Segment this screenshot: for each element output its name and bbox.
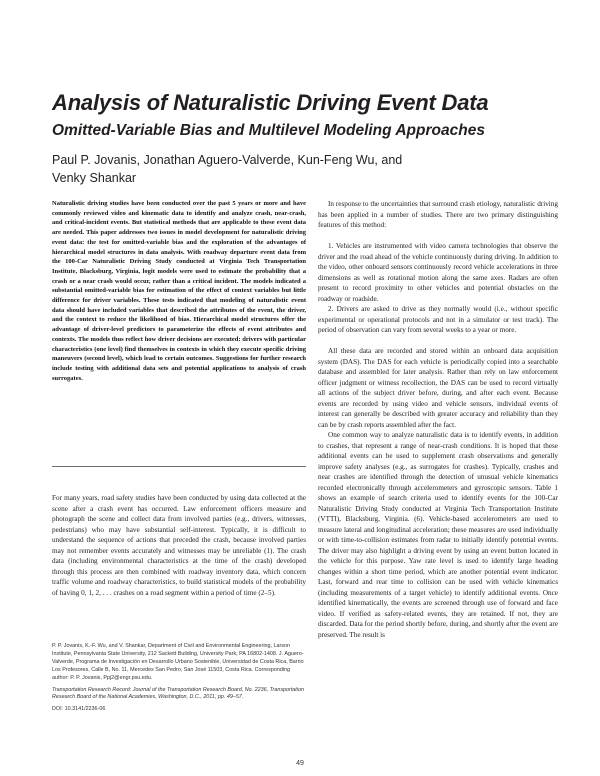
right-column-body [318, 199, 558, 640]
list-item-number: 2. [328, 305, 334, 313]
article-subtitle: Omitted-Variable Bias and Multilevel Modeling Approaches [52, 122, 485, 139]
footnotes [52, 643, 306, 718]
abstract: Naturalistic driving studies have been conducted over the past 5 years or more and have commonly reviewed video and kinematic data to identify and analyze crash, near-crash, and critical-incident events. But statistical methods that are applicable to these event data are needed. This paper addresses two issues in model development for naturalistic driving event data: the test for omitted-variable bias and the exploration of the advantages of hierarchical model structures in data analysis. With roadway departure event data from the 100-Car Naturalistic Driving Study conducted at Virginia Tech Transportation Institute, Blacksburg, Virginia, logit models were used to estimate the probability that a crash or a near crash would occur, rather than a critical incident. The models indicated a substantial omitted-variable bias for estimation of the effect of context variables but little difference for driver variables. These tests indicated that modeling of naturalistic event data should have included variables that described the attributes of the event, the driver, and the context to reduce the likelihood of bias. Hierarchical model structures offer the advantage of driver-level predictors to parameterize the effects of event attributes and contexts. The models thus reflect how driver decisions are executed: drivers with particular characteristics (one level) find themselves in contexts in which they execute specific driving maneuvers (second level), which lead to certain outcomes. Suggestions for further research include testing with additional data sets and potential applications to analysis of crash surrogates. [52, 200, 306, 382]
doi: DOI: 10.3141/2236-06 [52, 706, 106, 713]
article-title: Analysis of Naturalistic Driving Event Data [52, 90, 489, 115]
page-number: 49 [296, 760, 304, 767]
list-item [318, 304, 558, 336]
list-item-text: Drivers are asked to drive as they normally would (i.e., without specific experimental or operational protocols and not in a simulator or test track). The period of observation can vary from several weeks to a year or more. [318, 305, 558, 334]
author-affiliations: P. P. Jovanis, K.-F. Wu, and V. Shankar, Department of Civil and Environmental Engineering, Larson Institute, Pennsylvania State University, 212 Sackett Building, University Park, PA 16802-1408. J. Aguero-Valverde, Programa de Investigación en Desarrollo Urbano Sostenible, Universidad de Costa Rica, Barrio Los Profesores, Calle B, No. 11, Mercedes San Pedro, San José 11503, Costa Rica. Corresponding author: P. P. Jovanis, Ppj2@engr.psu.edu. [52, 643, 304, 681]
body-paragraph: For many years, road safety studies have been conducted by using data collected at the scene after a crash event has occurred. Law enforcement officers measure and photograph the scene and collect data from involved parties (e.g., drivers, witnesses, pedestrians) who may have substantial self-interest. Typically, it is difficult to understand the sequence of actions that preceded the crash, because involved parties may not remember events accurately and witnesses may be unreliable (1). The crash data (including environmental characteristics at the time of the crash) developed through this process are then combined with roadway inventory data, which concern traffic volume and roadway characteristics, to build statistical models of the probability of having 0, 1, 2, . . . crashes on a road segment within a period of time (2–5). [52, 494, 306, 597]
publication-info: Transportation Research Record: Journal of the Transportation Research Board, No. 2236, Transportation Research Board of the National Academies, Washington, D.C., 2011, pp. 49–57. [52, 686, 304, 701]
list-item-number: 1. [328, 242, 334, 250]
author-list: Paul P. Jovanis, Jonathan Aguero-Valverde, Kun-Feng Wu, and Venky Shankar [52, 153, 403, 185]
body-paragraph: All these data are recorded and stored within an onboard data acquisition system (DAS). The DAS for each vehicle is periodically copied into a searchable database and assembled for later analysis. Rather than rely on law enforcement officer judgment or witness recollection, the DAS can be used to record virtually all actions of the subject driver before, during, and after each event. Because events are recorded by using video and vehicle sensors, individual events of interest can generally be described with greater accuracy and reliability than they can be by crash reports assembled after the fact. [318, 347, 558, 429]
abstract-divider [52, 466, 306, 467]
list-item-text: Vehicles are instrumented with video camera technologies that observe the driver and the road ahead of the vehicle continuously during driving. In addition to the video, other onboard sensors continuously record vehicle accelerations in three dimensions as well as rotational motion along the same axes. Radars are often present to record proximity to other vehicles and potential obstacles on the roadway or roadside. [318, 242, 558, 303]
body-paragraph: In response to the uncertainties that surround crash etiology, naturalistic driving has been applied in a number of studies. There are two primary distinguishing features of this method: [318, 200, 558, 229]
body-paragraph: One common way to analyze naturalistic data is to identify events, in addition to crashes, that represent a range of near-crash conditions. It is hoped that these additional events can be used to supplement crash observations and generally improve safety analyses (e.g., as surrogates for crashes). Typically, crashes and near crashes are identified through the detection of unusual vehicle kinematics recorded electronically through accelerometers and gyroscopic sensors. Table 1 shows an example of search criteria used to identify events for the 100-Car Naturalistic Driving Study conducted at Virginia Tech Transportation Institute (VTTI), Blacksburg, Virginia. (6). Vehicle-based accelerometers are used to measure lateral and longitudinal acceleration; these measures are used individually or with time-to-collision estimates from radar to initially identify potential events. The driver may also highlight a driving event by using an event button located in the vehicle for this purpose. Yaw rate level is used to identify large heading changes within a short time period, which are another potential event indicator. Last, forward and rear time to collision can be used with vehicle kinematics (including measurements of a target vehicle) to identify additional events. Once identified kinematically, the events are screened through use of forward and face video. If verified as safety-related events, they are retained. If not, they are discarded. Data for the period shortly before, during, and shortly after the event are preserved. The result is [318, 431, 558, 639]
list-item [318, 241, 558, 304]
left-column-body [52, 493, 306, 598]
